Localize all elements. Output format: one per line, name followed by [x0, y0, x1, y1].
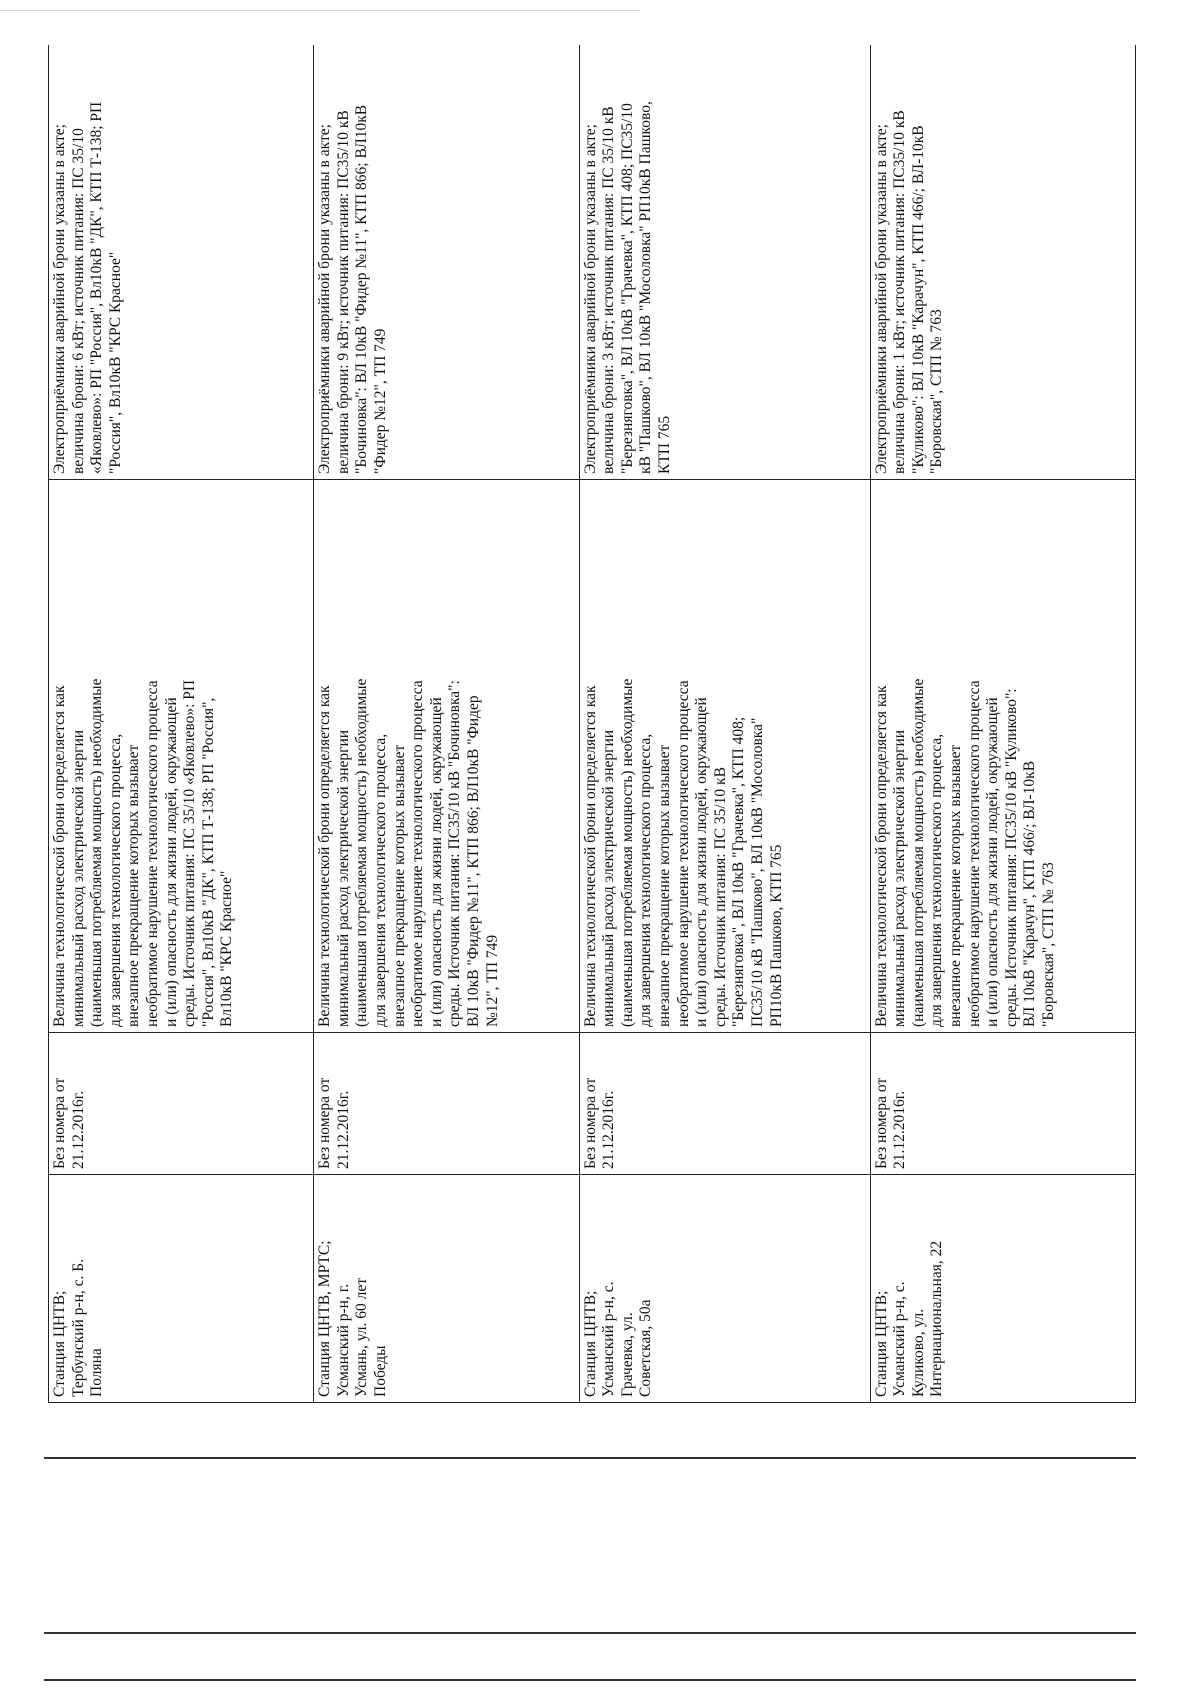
act-cell: Без номера от 21.12.2016г. — [579, 1033, 870, 1175]
tech-reserve-cell: Величина технологической брони определяется как минимальный расход электрической энергии (наименьшая потребляемая мощность) необходимые для завершения технологического процесса, внезапное прекращение которых вызывает необратимое нарушение технологического процесса и (или) опасность для жизни людей, окружающей среды. Источник питания: ПС35/10 кВ "Бочиновка": ВЛ 10кВ "Фидер №11", КТП 866; ВЛ10кВ "Фидер №12", ТП 749 — [314, 480, 579, 1033]
emergency-reserve-cell: Электроприёмники аварийной брони указаны в акте; величина брони: 1 кВт; источник питания: ПС35/10 кВ "Куликово": ВЛ 10кВ "Карачун", КТП 466/; ВЛ-10кВ "Боровская", СТП № 763 — [870, 45, 1135, 480]
emergency-reserve-table — [48, 45, 1136, 1403]
table-row — [314, 45, 579, 1403]
rotated-table-wrapper — [48, 45, 1136, 1403]
blank-line — [44, 1632, 1136, 1634]
act-cell: Без номера от 21.12.2016г. — [314, 1033, 579, 1175]
object-cell: Станция ЦНТВ; Усманский р-н, с. Куликово, ул. Интернациональная, 22 — [870, 1175, 1135, 1403]
emergency-reserve-cell: Электроприёмники аварийной брони указаны в акте; величина брони: 9 кВт; источник питания: ПС35/10 кВ "Бочиновка": ВЛ 10кВ "Фидер №11", КТП 866; ВЛ10кВ "Фидер №12", ТП 749 — [314, 45, 579, 480]
blank-line — [44, 1457, 1136, 1459]
table-row — [870, 45, 1135, 1403]
emergency-reserve-cell: Электроприёмники аварийной брони указаны в акте; величина брони: 3 кВт; источник питания: ПС 35/10 кВ "Березняговка", ВЛ 10кВ "Грачевка", КТП 408; ПС35/10 кВ "Пашково", ВЛ 10кВ "Мосоловка" РП10кВ Пашково, КТП 765 — [579, 45, 870, 480]
emergency-reserve-cell: Электроприёмники аварийной брони указаны в акте; величина брони: 6 кВт; источник питания: ПС 35/10 «Яковлево»: РП "Россия", Вл10кВ "ДК", КТП Т-138; РП "Россия", Вл10кВ "КРС Красное" — [49, 45, 314, 480]
blank-line — [44, 1679, 1136, 1681]
object-cell: Станция ЦНТВ; Тербунский р-н, с. Б. Поляна — [49, 1175, 314, 1403]
tech-reserve-cell: Величина технологической брони определяется как минимальный расход электрической энергии (наименьшая потребляемая мощность) необходимые для завершения технологического процесса, внезапное прекращение которых вызывает необратимое нарушение технологического процесса и (или) опасность для жизни людей, окружающей среды. Источник питания: ПС 35/10 «Яковлево»: РП "Россия", Вл10кВ "ДК", КТП Т-138; РП "Россия", Вл10кВ "КРС Красное" — [49, 480, 314, 1033]
tech-reserve-cell: Величина технологической брони определяется как минимальный расход электрической энергии (наименьшая потребляемая мощность) необходимые для завершения технологического процесса, внезапное прекращение которых вызывает необратимое нарушение технологического процесса и (или) опасность для жизни людей, окружающей среды. Источник питания: ПС35/10 кВ "Куликово": ВЛ 10кВ "Карачун", КТП 466/; ВЛ-10кВ "Боровская", СТП № 763 — [870, 480, 1135, 1033]
act-cell: Без номера от 21.12.2016г. — [870, 1033, 1135, 1175]
rotated-table-area — [48, 45, 1136, 1403]
table-row — [49, 45, 314, 1403]
scan-edge-line — [0, 10, 640, 11]
object-cell: Станция ЦНТВ; Усманский р-н, с. Грачевка, ул. Советская, 50а — [579, 1175, 870, 1403]
object-cell: Станция ЦНТВ, МРТС; Усманский р-н, г. Усмань, ул. 60 лет Победы — [314, 1175, 579, 1403]
table-row — [579, 45, 870, 1403]
tech-reserve-cell: Величина технологической брони определяется как минимальный расход электрической энергии (наименьшая потребляемая мощность) необходимые для завершения технологического процесса, внезапное прекращение которых вызывает необратимое нарушение технологического процесса и (или) опасность для жизни людей, окружающей среды. Источник питания: ПС 35/10 кВ "Березняговка", ВЛ 10кВ "Грачевка", КТП 408; ПС35/10 кВ "Пашково", ВЛ 10кВ "Мосоловка" РП10кВ Пашково, КТП 765 — [579, 480, 870, 1033]
act-cell: Без номера от 21.12.2016г. — [49, 1033, 314, 1175]
